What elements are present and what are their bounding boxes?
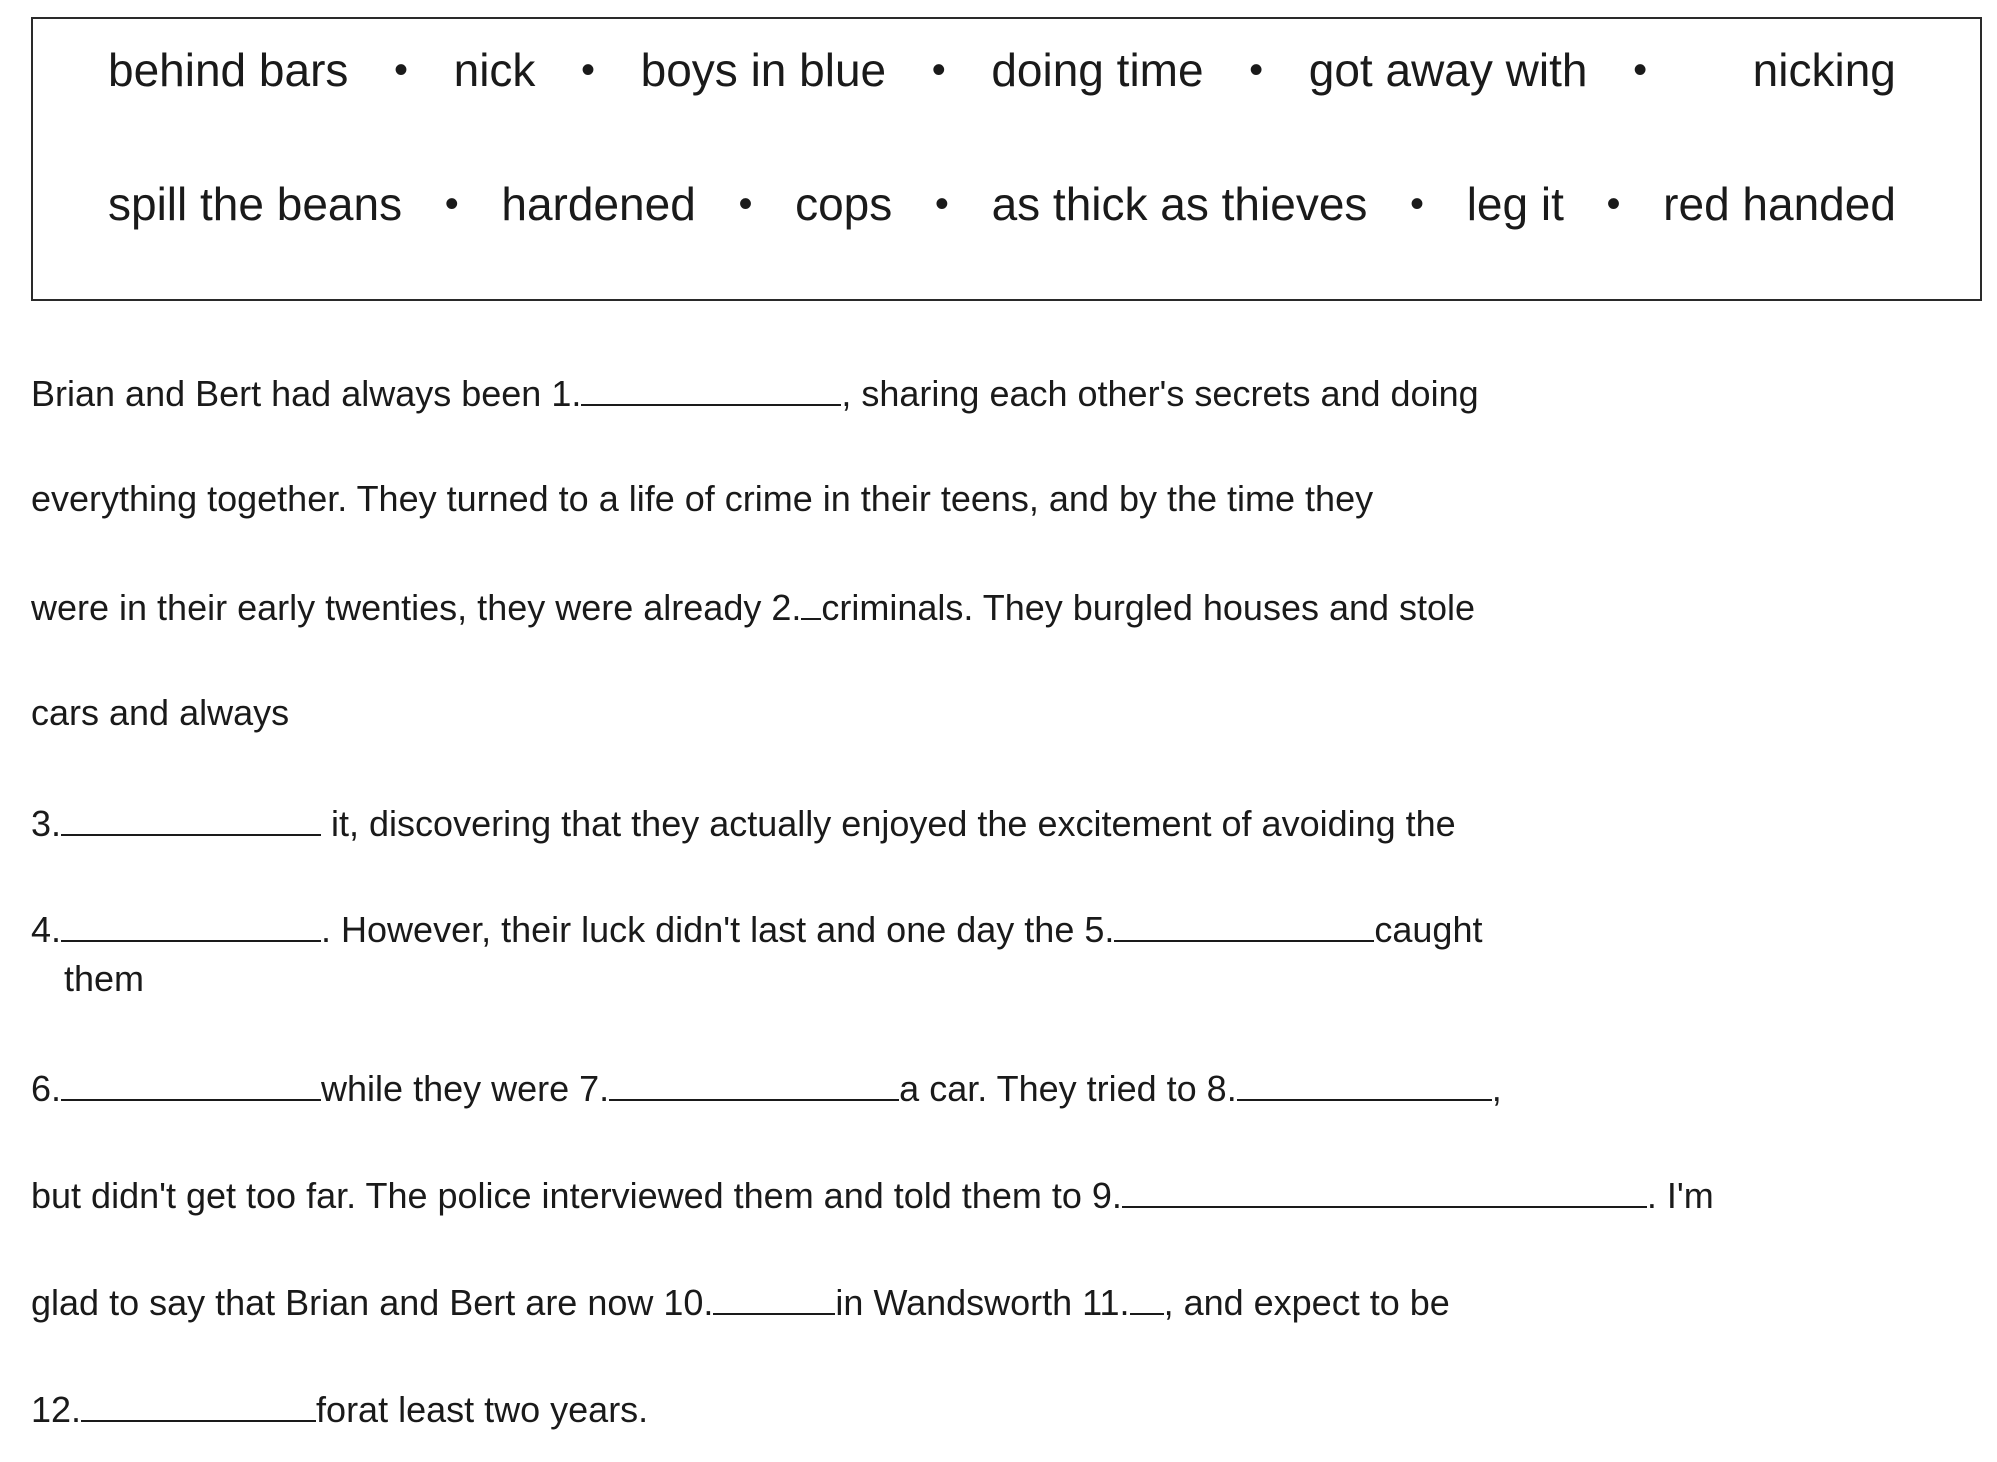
word-bank-term: cops	[795, 178, 893, 230]
passage-text: caught	[1374, 909, 1483, 951]
word-bank-term: boys in blue	[640, 44, 887, 96]
word-bank-term: doing time	[991, 44, 1204, 96]
word-bank-row-2	[108, 177, 1896, 231]
passage-text: a car. They tried to 8.	[899, 1068, 1237, 1110]
passage-text: everything together. They turned to a life of crime in their teens, and by the time they	[31, 478, 1374, 519]
passage-line-6	[31, 906, 1482, 951]
bullet-icon: •	[394, 48, 409, 92]
passage-text: glad to say that Brian and Bert are now 10.	[31, 1282, 714, 1324]
bullet-icon: •	[1606, 182, 1621, 226]
passage-text: in Wandsworth 11.	[835, 1282, 1130, 1324]
passage-text: , sharing each other's secrets and doing	[841, 373, 1479, 415]
bullet-icon: •	[1633, 48, 1648, 92]
passage-line-3	[31, 584, 1475, 629]
gap-blank-1[interactable]	[581, 370, 841, 406]
passage-text: forat least two years.	[316, 1389, 649, 1431]
word-bank-term: got away with	[1308, 44, 1588, 96]
passage-text: 4.	[31, 909, 62, 951]
word-bank-term: nicking	[1752, 44, 1896, 96]
passage-text: cars and always	[31, 692, 290, 733]
passage-text: it, discovering that they actually enjoyed the excitement of avoiding the	[321, 803, 1456, 845]
gap-blank-7[interactable]	[609, 1065, 899, 1101]
word-bank-row-1	[108, 43, 1896, 97]
passage-text: Brian and Bert had always been 1.	[31, 373, 582, 415]
passage-text: but didn't get too far. The police interviewed them and told them to 9.	[31, 1175, 1122, 1217]
passage-line-8	[31, 1065, 1502, 1110]
word-bank-term: nick	[453, 44, 536, 96]
passage-line-1	[31, 370, 1479, 415]
bullet-icon: •	[581, 48, 596, 92]
gap-blank-11[interactable]	[1130, 1279, 1164, 1315]
passage-line-4	[31, 691, 289, 734]
passage-text: ,	[1491, 1068, 1502, 1110]
passage-text: . However, their luck didn't last and one day the 5.	[321, 909, 1115, 951]
word-bank-term: as thick as thieves	[991, 178, 1368, 230]
gap-blank-6[interactable]	[61, 1065, 321, 1101]
passage-line-7	[64, 957, 144, 1000]
bullet-icon: •	[934, 182, 949, 226]
bullet-icon: •	[1249, 48, 1264, 92]
gap-blank-9[interactable]	[1122, 1172, 1647, 1208]
gap-blank-8[interactable]	[1237, 1065, 1492, 1101]
passage-text: while they were 7.	[321, 1068, 610, 1110]
bullet-icon: •	[444, 182, 459, 226]
passage-text: 12.	[31, 1389, 82, 1431]
gap-blank-12[interactable]	[81, 1386, 316, 1422]
passage-text: them	[64, 958, 145, 999]
word-bank-term: red handed	[1663, 178, 1896, 230]
passage-text: were in their early twenties, they were already 2.	[31, 587, 802, 629]
passage-text: . I'm	[1646, 1175, 1714, 1217]
passage-line-11	[31, 1386, 648, 1431]
bullet-icon: •	[738, 182, 753, 226]
word-bank-term: leg it	[1466, 178, 1564, 230]
passage-text: , and expect to be	[1163, 1282, 1450, 1324]
gap-blank-5[interactable]	[1114, 906, 1374, 942]
gap-blank-2[interactable]	[801, 584, 821, 620]
word-bank-term: spill the beans	[108, 178, 403, 230]
bullet-icon: •	[931, 48, 946, 92]
gap-blank-10[interactable]	[713, 1279, 835, 1315]
passage-line-5	[31, 800, 1456, 845]
word-bank-term: behind bars	[108, 44, 349, 96]
passage-line-9	[31, 1172, 1714, 1217]
passage-text: 6.	[31, 1068, 62, 1110]
passage-text: criminals. They burgled houses and stole	[821, 587, 1476, 629]
gap-blank-3[interactable]	[61, 800, 321, 836]
word-bank-term: hardened	[501, 178, 696, 230]
passage-line-2	[31, 477, 1373, 520]
gap-blank-4[interactable]	[61, 906, 321, 942]
passage-line-10	[31, 1279, 1450, 1324]
bullet-icon: •	[1410, 182, 1425, 226]
passage-text: 3.	[31, 803, 62, 845]
word-bank	[31, 17, 1982, 301]
